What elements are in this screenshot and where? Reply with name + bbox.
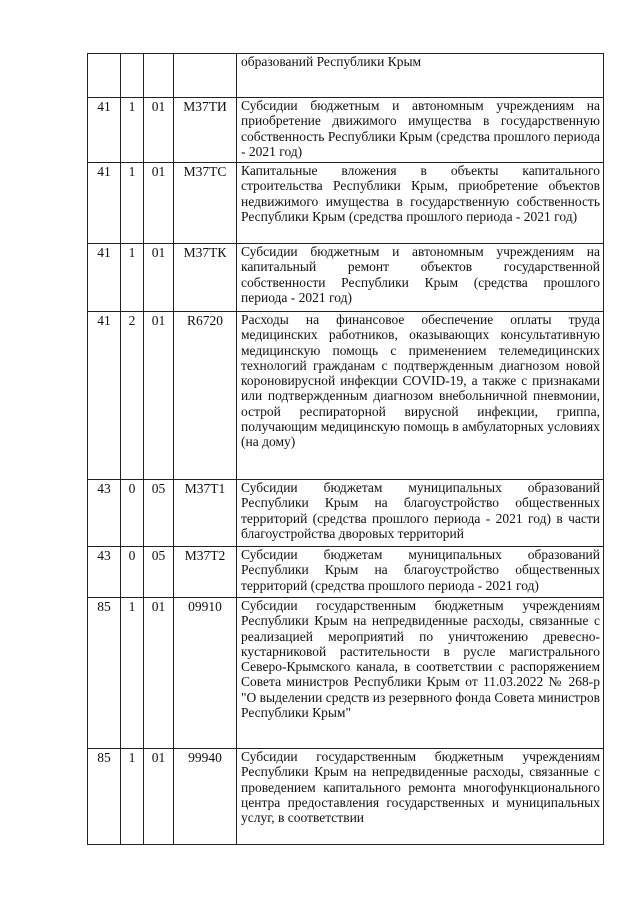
cell-group: 01 <box>144 163 174 244</box>
cell-group: 05 <box>144 547 174 598</box>
cell-code: М37ТИ <box>174 98 237 163</box>
cell-description <box>237 480 604 547</box>
description-text: Расходы на финансовое обеспечение оплаты труда медицинских работников, оказывающих консультативную медицинскую помощь с применением телемедицинских технологий гражданам с подтвержденным диагнозом новой короновирусной инфекции COVID-19, а также с признаками или подтвержденным диагнозом внебольничной пневмонии, острой респираторной вирусной инфекции, гриппа, получающим медицинскую помощь в амбулаторных условиях (на дому) <box>241 312 600 450</box>
cell-group <box>144 54 174 98</box>
cell-section: 85 <box>88 749 121 845</box>
table-row <box>88 598 604 749</box>
cell-code: 99940 <box>174 749 237 845</box>
description-text: Субсидии государственным бюджетным учреждениям Республики Крым на непредвиденные расходы, связанные с проведением капитального ремонта многофункционального центра предоставления государственных и муниципальных услуг, в соответствии <box>241 749 600 826</box>
description-text: Капитальные вложения в объекты капитального строительства Республики Крым, приобретение объектов недвижимого имущества в государственную собственность Республики Крым (средства прошлого периода - 2021 год) <box>241 163 600 224</box>
cell-section: 41 <box>88 163 121 244</box>
cell-subsection: 1 <box>121 244 144 312</box>
table-row <box>88 163 604 244</box>
cell-section: 41 <box>88 98 121 163</box>
cell-description <box>237 54 604 98</box>
table-row <box>88 98 604 163</box>
cell-group: 01 <box>144 598 174 749</box>
description-text: Субсидии бюджетам муниципальных образований Республики Крым на благоустройство общественных территорий (средства прошлого периода - 2021 год) <box>241 547 600 593</box>
cell-subsection: 1 <box>121 749 144 845</box>
table-row <box>88 312 604 480</box>
cell-subsection: 0 <box>121 480 144 547</box>
cell-section: 43 <box>88 480 121 547</box>
table-row <box>88 54 604 98</box>
cell-subsection <box>121 54 144 98</box>
cell-section <box>88 54 121 98</box>
cell-subsection: 1 <box>121 163 144 244</box>
description-text: Субсидии бюджетным и автономным учреждениям на капитальный ремонт объектов государственной собственности Республики Крым (средства прошлого периода - 2021 год) <box>241 244 600 305</box>
cell-description <box>237 547 604 598</box>
cell-group: 01 <box>144 312 174 480</box>
cell-subsection: 1 <box>121 98 144 163</box>
cell-group: 01 <box>144 244 174 312</box>
cell-section: 41 <box>88 312 121 480</box>
cell-subsection: 2 <box>121 312 144 480</box>
cell-section: 41 <box>88 244 121 312</box>
cell-code: 09910 <box>174 598 237 749</box>
cell-description <box>237 598 604 749</box>
cell-code <box>174 54 237 98</box>
cell-section: 43 <box>88 547 121 598</box>
cell-section: 85 <box>88 598 121 749</box>
cell-subsection: 0 <box>121 547 144 598</box>
cell-group: 01 <box>144 98 174 163</box>
cell-code: М37Т1 <box>174 480 237 547</box>
cell-code: М37ТС <box>174 163 237 244</box>
cell-group: 05 <box>144 480 174 547</box>
cell-description <box>237 98 604 163</box>
description-text: Субсидии бюджетным и автономным учреждениям на приобретение движимого имущества в государственную собственность Республики Крым (средства прошлого периода - 2021 год) <box>241 98 600 159</box>
table-row <box>88 547 604 598</box>
cell-code: М37Т2 <box>174 547 237 598</box>
cell-description <box>237 749 604 845</box>
table-row <box>88 480 604 547</box>
description-text: образований Республики Крым <box>241 54 422 69</box>
budget-table <box>87 53 604 845</box>
cell-description <box>237 312 604 480</box>
table-row <box>88 749 604 845</box>
cell-code: R6720 <box>174 312 237 480</box>
cell-code: М37ТК <box>174 244 237 312</box>
cell-description <box>237 244 604 312</box>
cell-subsection: 1 <box>121 598 144 749</box>
table-row <box>88 244 604 312</box>
description-text: Субсидии бюджетам муниципальных образований Республики Крым на благоустройство общественных территорий (средства прошлого периода - 2021 год) в части благоустройства дворовых территорий <box>241 480 600 541</box>
cell-description <box>237 163 604 244</box>
description-text: Субсидии государственным бюджетным учреждениям Республики Крым на непредвиденные расходы, связанные с реализацией мероприятий по уничтожению древесно-кустарниковой растительности в русле магистрального Северо-Крымского канала, в соответствии с распоряжением Совета министров Республики Крым от 11.03.2022 № 268-р "О выделении средств из резервного фонда Совета министров Республики Крым" <box>241 598 600 721</box>
cell-group: 01 <box>144 749 174 845</box>
